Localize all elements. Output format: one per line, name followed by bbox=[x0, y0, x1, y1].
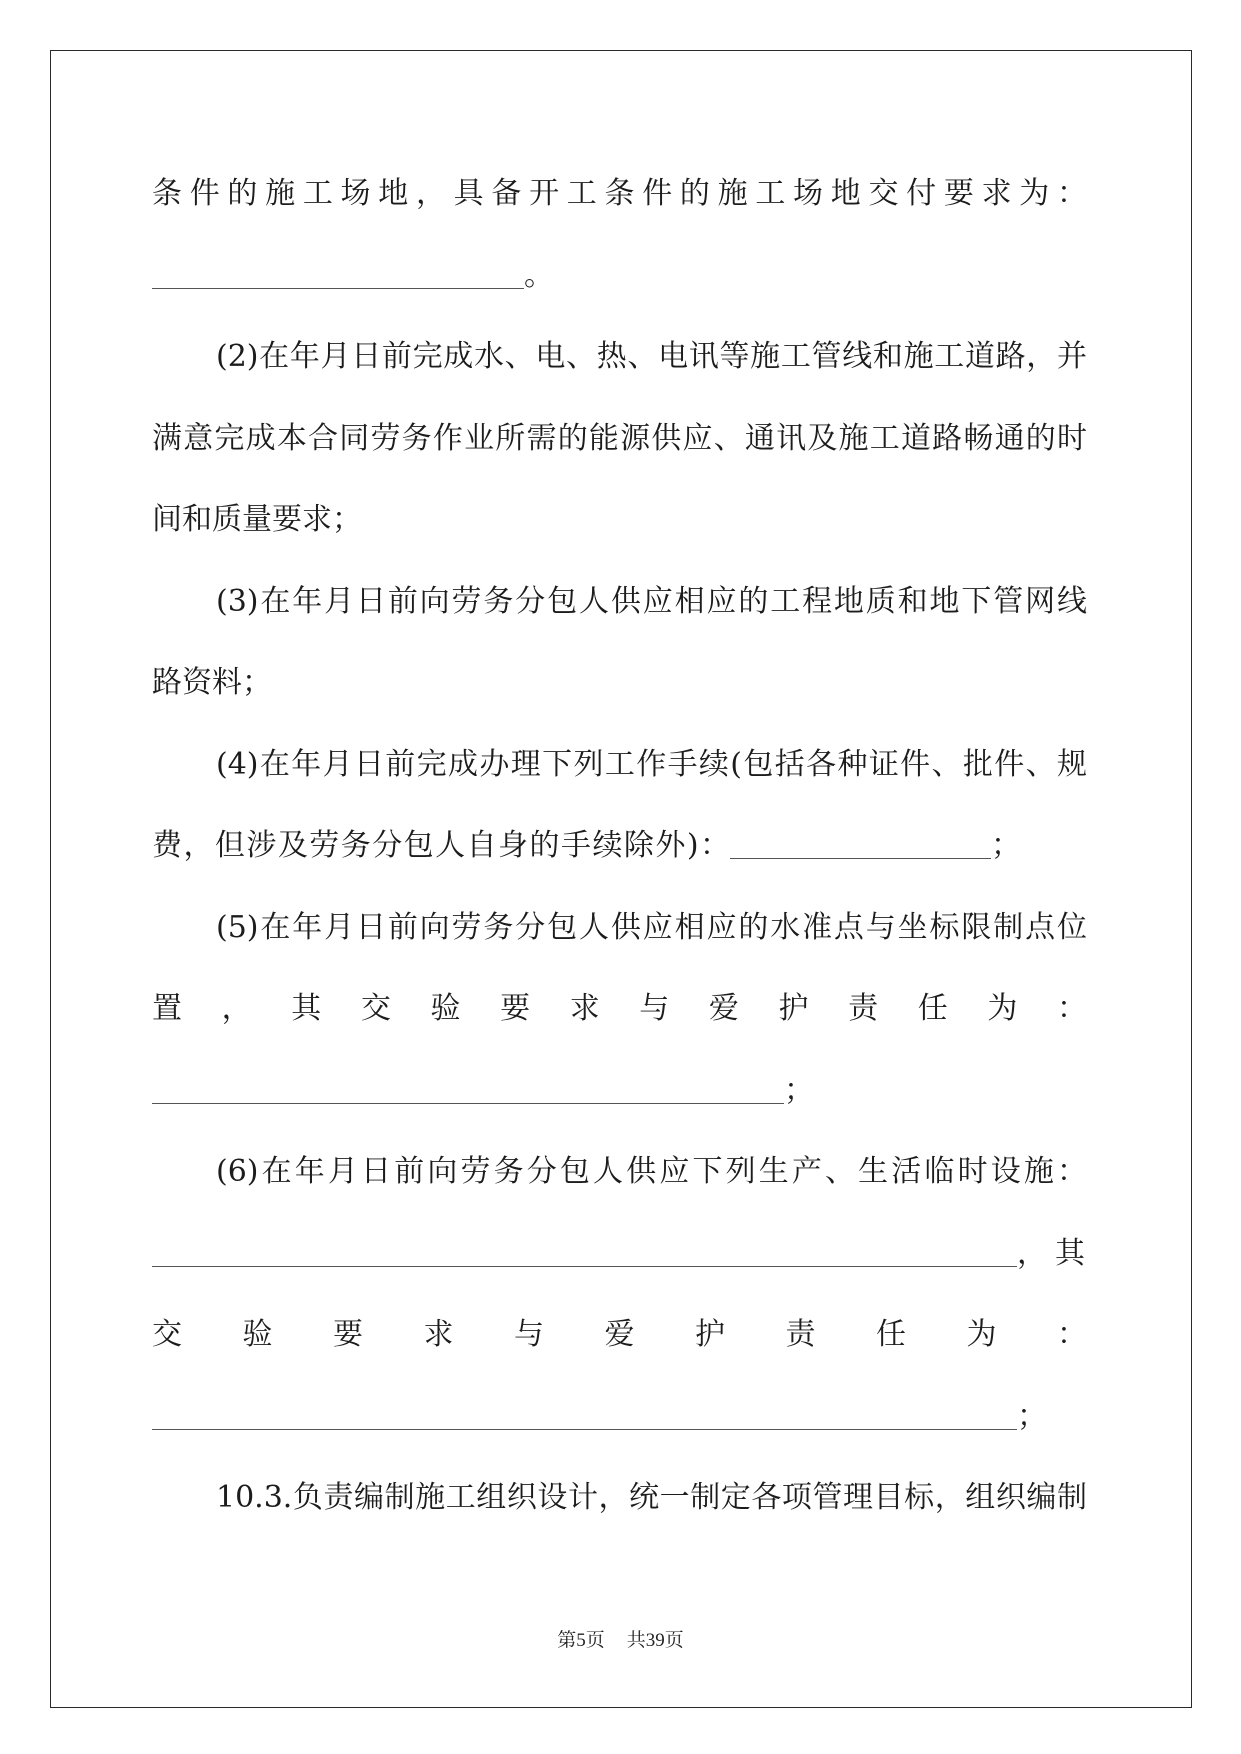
clause-2-line-3: 间和质量要求； bbox=[152, 502, 362, 537]
site-handover-blank-line bbox=[152, 235, 1087, 317]
clause-5-blank-line bbox=[152, 1050, 1087, 1132]
clause-3-line-2: 路资料； bbox=[152, 665, 272, 700]
clause-5-line-2: 置，其交验要求与爱护责任为： bbox=[152, 991, 1087, 1026]
clause-4-text: 费，但涉及劳务分包人自身的手续除外)： bbox=[152, 828, 730, 863]
fill-in-blank bbox=[152, 1242, 1017, 1267]
clause-2-line-2: 满意完成本合同劳务作业所需的能源供应、通讯及施工道路畅通的时 bbox=[152, 420, 1087, 456]
line-end-punctuation: ； bbox=[991, 828, 1021, 863]
clause-6-blank-line-1 bbox=[152, 1213, 1087, 1295]
line-end-text: ，其 bbox=[1017, 1235, 1085, 1271]
line-end-punctuation: ； bbox=[784, 1072, 814, 1108]
clause-6-line-2: 交验要求与爱护责任为： bbox=[152, 1317, 1087, 1352]
fill-in-blank bbox=[152, 1079, 784, 1104]
fill-in-blank bbox=[730, 834, 991, 859]
line-end-punctuation: ； bbox=[1017, 1398, 1047, 1434]
clause-5-line-1: (5)在年月日前向劳务分包人供应相应的水准点与坐标限制点位 bbox=[216, 909, 1087, 945]
site-handover-line: 条件的施工场地，具备开工条件的施工场地交付要求为： bbox=[152, 176, 1087, 211]
document-body bbox=[152, 153, 1087, 1539]
clause-6-line-1: (6)在年月日前向劳务分包人供应下列生产、生活临时设施： bbox=[216, 1154, 1087, 1189]
page-footer bbox=[0, 1626, 1241, 1656]
clause-4-line-2 bbox=[152, 805, 1087, 887]
clause-2-line-1: (2)在年月日前完成水、电、热、电讯等施工管线和施工道路，并 bbox=[216, 339, 1087, 374]
fill-in-blank bbox=[152, 1405, 1017, 1430]
line-end-punctuation: 。 bbox=[524, 257, 554, 293]
clause-4-line-1: (4)在年月日前完成办理下列工作手续(包括各种证件、批件、规 bbox=[216, 746, 1087, 782]
fill-in-blank bbox=[152, 264, 524, 289]
clause-3-line-1: (3)在年月日前向劳务分包人供应相应的工程地质和地下管网线 bbox=[216, 583, 1087, 619]
clause-10-3-line-1: 10.3.负责编制施工组织设计，统一制定各项管理目标，组织编制 bbox=[216, 1480, 1087, 1515]
page-total: 共39页 bbox=[626, 1630, 684, 1651]
page-number: 第5页 bbox=[557, 1630, 605, 1651]
clause-6-blank-line-2 bbox=[152, 1376, 1087, 1458]
